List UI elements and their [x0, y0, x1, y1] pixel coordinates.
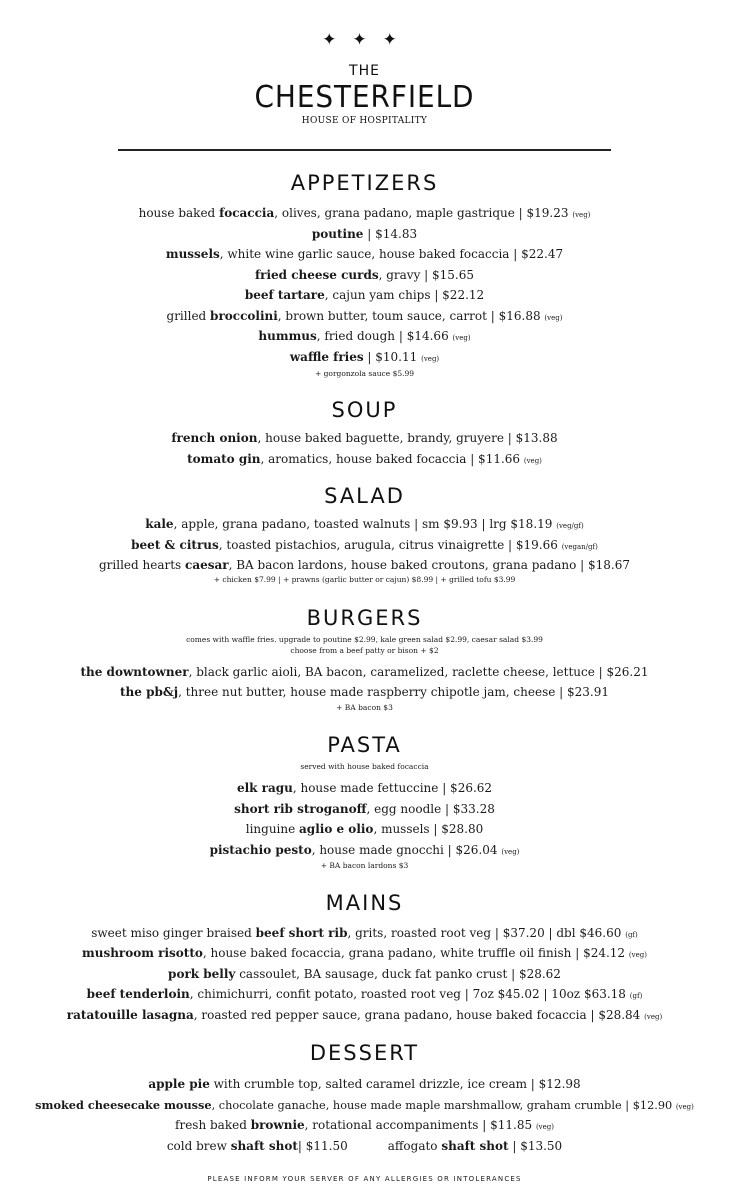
add-on-note: + chicken $7.99 | + prawns (garlic butter or cajun) $8.99 | + grilled tofu $3.99: [213, 575, 516, 584]
menu-item: tomato gin, aromatics, house baked focaccia | $11.66 (veg): [187, 452, 542, 466]
menu-item: beef tenderloin, chimichurri, confit potato, roasted root veg | 7oz $45.02 | 10oz $63.18 (gf): [86, 987, 643, 1001]
menu-item: pistachio pesto, house made gnocchi | $26.04 (veg): [209, 843, 520, 857]
menu-item: sweet miso ginger braised beef short rib, grits, roasted root veg | $37.20 | dbl $46.60 (gf): [91, 926, 638, 940]
menu-item: fresh baked brownie, rotational accompaniments | $11.85 (veg): [175, 1118, 554, 1132]
add-on-note: + BA bacon lardons $3: [320, 861, 409, 870]
add-on-note: + BA bacon $3: [336, 703, 393, 712]
menu-item: ratatouille lasagna, roasted red pepper sauce, grana padano, house baked focaccia | $28.84 (veg): [66, 1008, 663, 1022]
menu-item: linguine aglio e olio, mussels | $28.80: [245, 822, 484, 836]
menu-item: pork belly cassoulet, BA sausage, duck fat panko crust | $28.62: [168, 967, 561, 981]
logo-stars: [0, 30, 729, 50]
menu-item: mussels, white wine garlic sauce, house baked focaccia | $22.47: [165, 247, 564, 261]
menu-item: hummus, fried dough | $14.66 (veg): [258, 329, 471, 343]
menu-item: kale, apple, grana padano, toasted walnuts | sm $9.93 | lrg $18.19 (veg/gf): [145, 517, 584, 531]
burgers-note: choose from a beef patty or bison + $2: [290, 646, 439, 655]
menu-item: grilled hearts caesar, BA bacon lardons, house baked croutons, grana padano | $18.67: [98, 558, 630, 572]
add-on-note: + gorgonzola sauce $5.99: [314, 369, 415, 378]
star-icon: ✦: [382, 30, 407, 50]
star-icon: ✦: [322, 30, 347, 50]
menu-item-shots: cold brew shaft shot| $11.50 affogato shaft shot | $13.50: [166, 1139, 563, 1153]
section-title-soup: SOUP: [331, 398, 398, 422]
burgers-note: comes with waffle fries. upgrade to poutine $2.99, kale green salad $2.99, caesar salad $3.99: [186, 635, 543, 644]
menu-item: beet & citrus, toasted pistachios, arugula, citrus vinaigrette | $19.66 (vegan/gf): [131, 538, 598, 552]
menu-item: short rib stroganoff, egg noodle | $33.28: [234, 802, 495, 816]
header-divider: [118, 149, 611, 151]
menu-item: poutine | $14.83: [311, 227, 418, 241]
menu-item: waffle fries | $10.11 (veg): [289, 350, 440, 364]
menu-item: french onion, house baked baguette, brandy, gruyere | $13.88: [171, 431, 558, 445]
star-icon: ✦: [352, 30, 377, 50]
menu-item: the pb&j, three nut butter, house made raspberry chipotle jam, cheese | $23.91: [120, 685, 609, 699]
logo-the: THE: [349, 63, 380, 79]
section-title-dessert: DESSERT: [309, 1041, 420, 1065]
menu-item: mushroom risotto, house baked focaccia, grana padano, white truffle oil finish | $24.12 (veg): [82, 946, 647, 960]
logo-tagline: HOUSE OF HOSPITALITY: [301, 116, 428, 126]
menu-item: beef tartare, cajun yam chips | $22.12: [244, 288, 485, 302]
menu-item: smoked cheesecake mousse, chocolate ganache, house made maple marshmallow, graham crumble | $12.90 (veg): [35, 1098, 694, 1112]
pasta-note: served with house baked focaccia: [300, 762, 429, 771]
section-title-burgers: BURGERS: [306, 606, 423, 630]
menu-item: elk ragu, house made fettuccine | $26.62: [236, 781, 493, 795]
section-title-mains: MAINS: [325, 891, 404, 915]
menu-item: house baked focaccia, olives, grana padano, maple gastrique | $19.23 (veg): [138, 206, 591, 220]
allergy-notice: PLEASE INFORM YOUR SERVER OF ANY ALLERGIES OR INTOLERANCES: [207, 1175, 522, 1183]
logo-name: CHESTERFIELD: [254, 80, 475, 115]
section-title-pasta: PASTA: [327, 733, 402, 757]
menu-item: grilled broccolini, brown butter, toum sauce, carrot | $16.88 (veg): [166, 309, 563, 323]
section-title-appetizers: APPETIZERS: [290, 171, 439, 195]
menu-item: the downtowner, black garlic aioli, BA bacon, caramelized, raclette cheese, lettuce | $26.21: [80, 665, 649, 679]
menu-item: fried cheese curds, gravy | $15.65: [254, 268, 475, 282]
section-title-salad: SALAD: [324, 484, 405, 508]
menu-item: apple pie with crumble top, salted caramel drizzle, ice cream | $12.98: [148, 1077, 581, 1091]
